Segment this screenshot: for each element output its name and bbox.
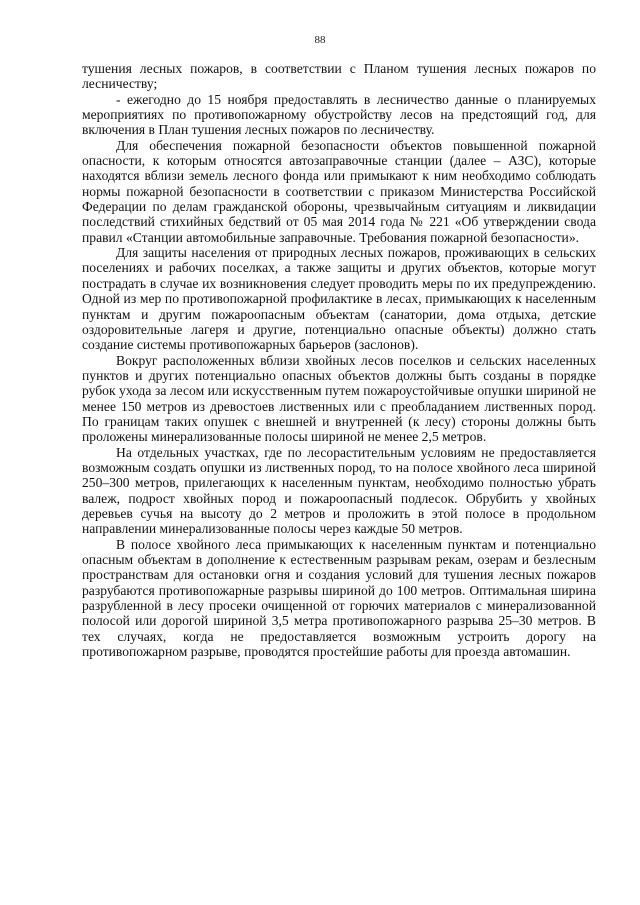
paragraph-continuation: тушения лесных пожаров, в соответствии с Планом тушения лесных пожаров по лесничеству; [82,61,596,92]
page-number: 88 [314,34,326,46]
paragraph-population-protection: Для защиты населения от природных лесных пожаров, проживающих в сельских поселениях и рабочих поселках, а также защиты и других объектов, которые могут пострадать в случае их возникновения следует проводить меры по их предупреждению. Одной из мер по противопожарной профилактике в лесах, примыкающих к населенным пунктам и другим пожароопасным объектам (санатории, дома отдыха, детские оздоровительные лагеря и другие, потенциально опасные объекты) должно стать создание системы противопожарных барьеров (заслонов). [82,245,596,353]
paragraph-fire-resistant-edges: Вокруг расположенных вблизи хвойных лесов поселков и сельских населенных пунктов и других потенциально опасных объектов должны быть созданы в порядке рубок ухода за лесом или искусственным путем пожароустойчивые опушки шириной не менее 150 метров из древостоев лиственных или с преобладанием лиственных пород. По границам таких опушек с внешней и внутренней (к лесу) стороны должны быть проложены минерализованные полосы шириной не менее 2,5 метров. [82,352,596,445]
paragraph-firebreaks: В полосе хвойного леса примыкающих к населенным пунктам и потенциально опасным объектам в дополнение к естественным разрывам рекам, озерам и безлесным пространствам для остановки огня и создания условий для тушения лесных пожаров разрубаются противопожарные разрывы шириной до 100 метров. Оптимальная ширина разрубленной в лесу просеки очищенной от горючих материалов с минерализованной полосой или дорогой шириной 3,5 метра противопожарного разрыва 25–30 метров. В тех случаях, когда не предоставляется возможным устроить дорогу на противопожарном разрыве, проводятся простейшие работы для проезда автомашин. [82,536,596,660]
document-body [82,61,596,659]
paragraph-fuel-stations: Для обеспечения пожарной безопасности объектов повышенной пожарной опасности, к которым относятся автозаправочные станции (далее – АЗС), которые находятся вблизи земель лесного фонда или примыкают к ним необходимо соблюдать нормы пожарной безопасности в соответствии с приказом Министерства Российской Федерации по делам гражданской обороны, чрезвычайным ситуациям и ликвидации последствий стихийных бедствий от 05 мая 2014 года № 221 «Об утверждении свода правил «Станции автомобильные заправочные. Требования пожарной безопасности». [82,137,596,245]
paragraph-list-item: - ежегодно до 15 ноября предоставлять в лесничество данные о планируемых мероприятиях по противопожарному обустройству лесов на предстоящий год, для включения в План тушения лесных пожаров по лесничеству. [82,91,596,138]
paragraph-coniferous-strips: На отдельных участках, где по лесорастительным условиям не предоставляется возможным создать опушки из лиственных пород, то на полосе хвойного леса шириной 250–300 метров, прилегающих к населенным пунктам, необходимо полностью убрать валеж, подрост хвойных пород и пожароопасный подлесок. Обрубить у хвойных деревьев сучья на высоту до 2 метров и проложить в этой полосе в продольном направлении минерализованные полосы через каждые 50 метров. [82,444,596,537]
